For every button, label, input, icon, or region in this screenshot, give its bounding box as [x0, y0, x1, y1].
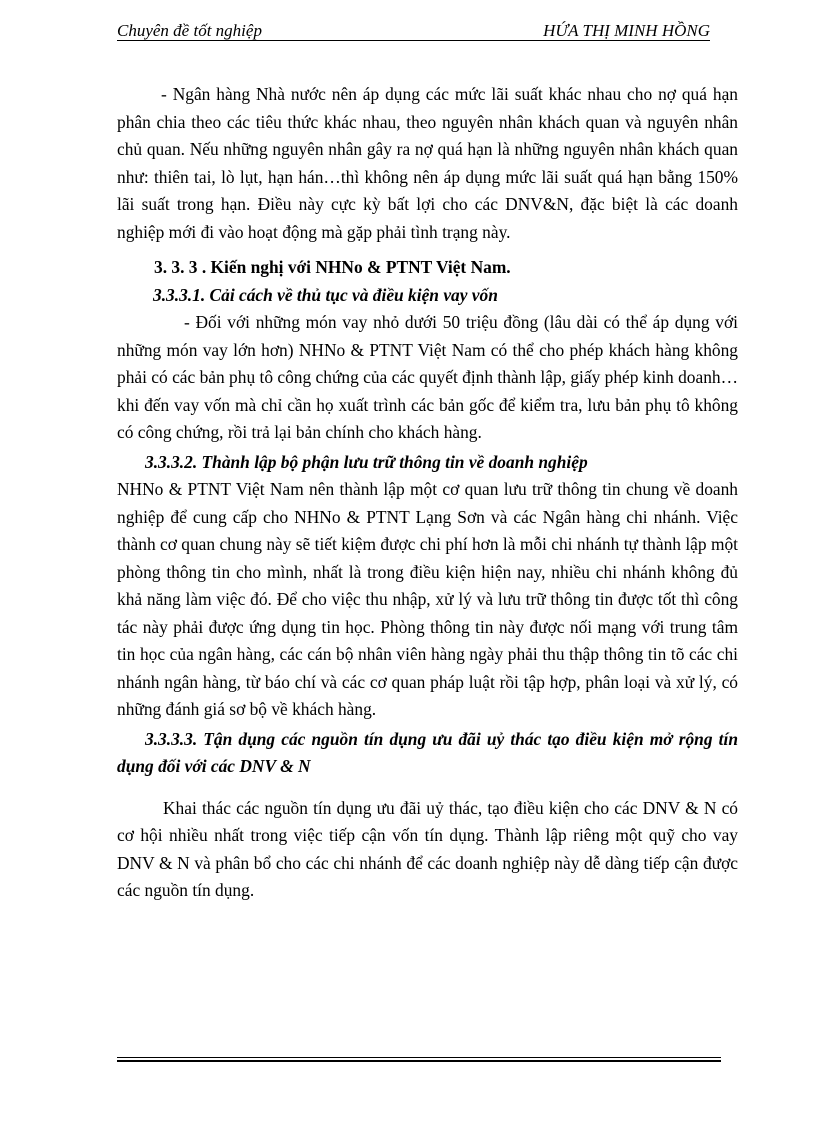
subsection-heading-3-3-3-1: 3.3.3.1. Cải cách về thủ tục và điều kiện vay vốn	[153, 284, 498, 305]
paragraph-interest-rate: - Ngân hàng Nhà nước nên áp dụng các mức lãi suất khác nhau cho nợ quá hạn phân chia theo các tiêu thức khác nhau, theo nguyên nhân khách quan và nguyên nhân chủ quan. Nếu những nguyên nhân gây ra nợ quá hạn là những nguyên nhân khách quan như: thiên tai, lò lụt, hạn hán…thì không nên áp dụng mức lãi suất quá hạn bằng 150% lãi suất trong hạn. Điều này cực kỳ bất lợi cho các DNV&N, đặc biệt là các doanh nghiệp mới đi vào hoạt động mà gặp phải tình trạng này.	[117, 84, 738, 242]
paragraph-procedures: - Đối với những món vay nhỏ dưới 50 triệu đồng (lâu dài có thể áp dụng với những món vay lớn hơn) NHNo & PTNT Việt Nam có thể cho phép khách hàng không phải có các bản phụ tô công chứng của các quyết định thành lập, giấy phép kinh doanh…khi đến vay vốn mà chỉ cần họ xuất trình các bản gốc để kiểm tra, lưu bản phụ tô không có công chứng, rồi trả lại bản chính cho khách hàng.	[117, 312, 738, 442]
section-heading-3-3-3: 3. 3. 3 . Kiến nghị với NHNo & PTNT Việt Nam.	[154, 257, 511, 277]
paragraph-preferential-credit: Khai thác các nguồn tín dụng ưu đãi uỷ thác, tạo điều kiện cho các DNV & N có cơ hội nhiều nhất trong việc tiếp cận vốn tín dụng. Thành lập riêng một quỹ cho vay DNV & N và phân bổ cho các chi nhánh để các doanh nghiệp này dễ dàng tiếp cận được các nguồn tín dụng.	[117, 797, 738, 900]
subsection-heading-3-3-3-3: 3.3.3.3. Tận dụng các nguồn tín dụng ưu đãi uỷ thác tạo điều kiện mở rộng tín dụng đối với các DNV & N	[117, 728, 738, 776]
page-header	[117, 18, 710, 41]
header-author: HỨA THỊ MINH HỒNG	[543, 21, 710, 40]
footer-rule-thin	[117, 1057, 721, 1058]
paragraph-information-storage: NHNo & PTNT Việt Nam nên thành lập một cơ quan lưu trữ thông tin chung về doanh nghiệp để cung cấp cho NHNo & PTNT Lạng Sơn và các Ngân hàng chi nhánh. Việc thành cơ quan chung này sẽ tiết kiệm được chi phí hơn là mỗi chi nhánh tự thành lập một phòng thông tin cho mình, nhất là trong điều kiện hiện nay, nhiều chi nhánh không đủ khả năng làm việc đó. Để cho việc thu nhập, xử lý và lưu trữ thông tin được tốt thì công tác này phải được ứng dụng tin học. Phòng thông tin này được nối mạng với trung tâm tin học của ngân hàng, các cán bộ nhân viên hàng ngày phải thu thập thông tin tõ các chi nhánh ngân hàng, từ báo chí và các cơ quan pháp luật rồi tập hợp, phân loại và xử lý, có những đánh giá sơ bộ về khách hàng.	[117, 479, 738, 719]
subsection-heading-3-3-3-2: 3.3.3.2. Thành lập bộ phận lưu trữ thông tin về doanh nghiệp	[145, 451, 588, 472]
footer-rule-thick	[117, 1060, 721, 1062]
document-body	[117, 81, 738, 905]
header-title: Chuyên đề tốt nghiệp	[117, 21, 262, 40]
